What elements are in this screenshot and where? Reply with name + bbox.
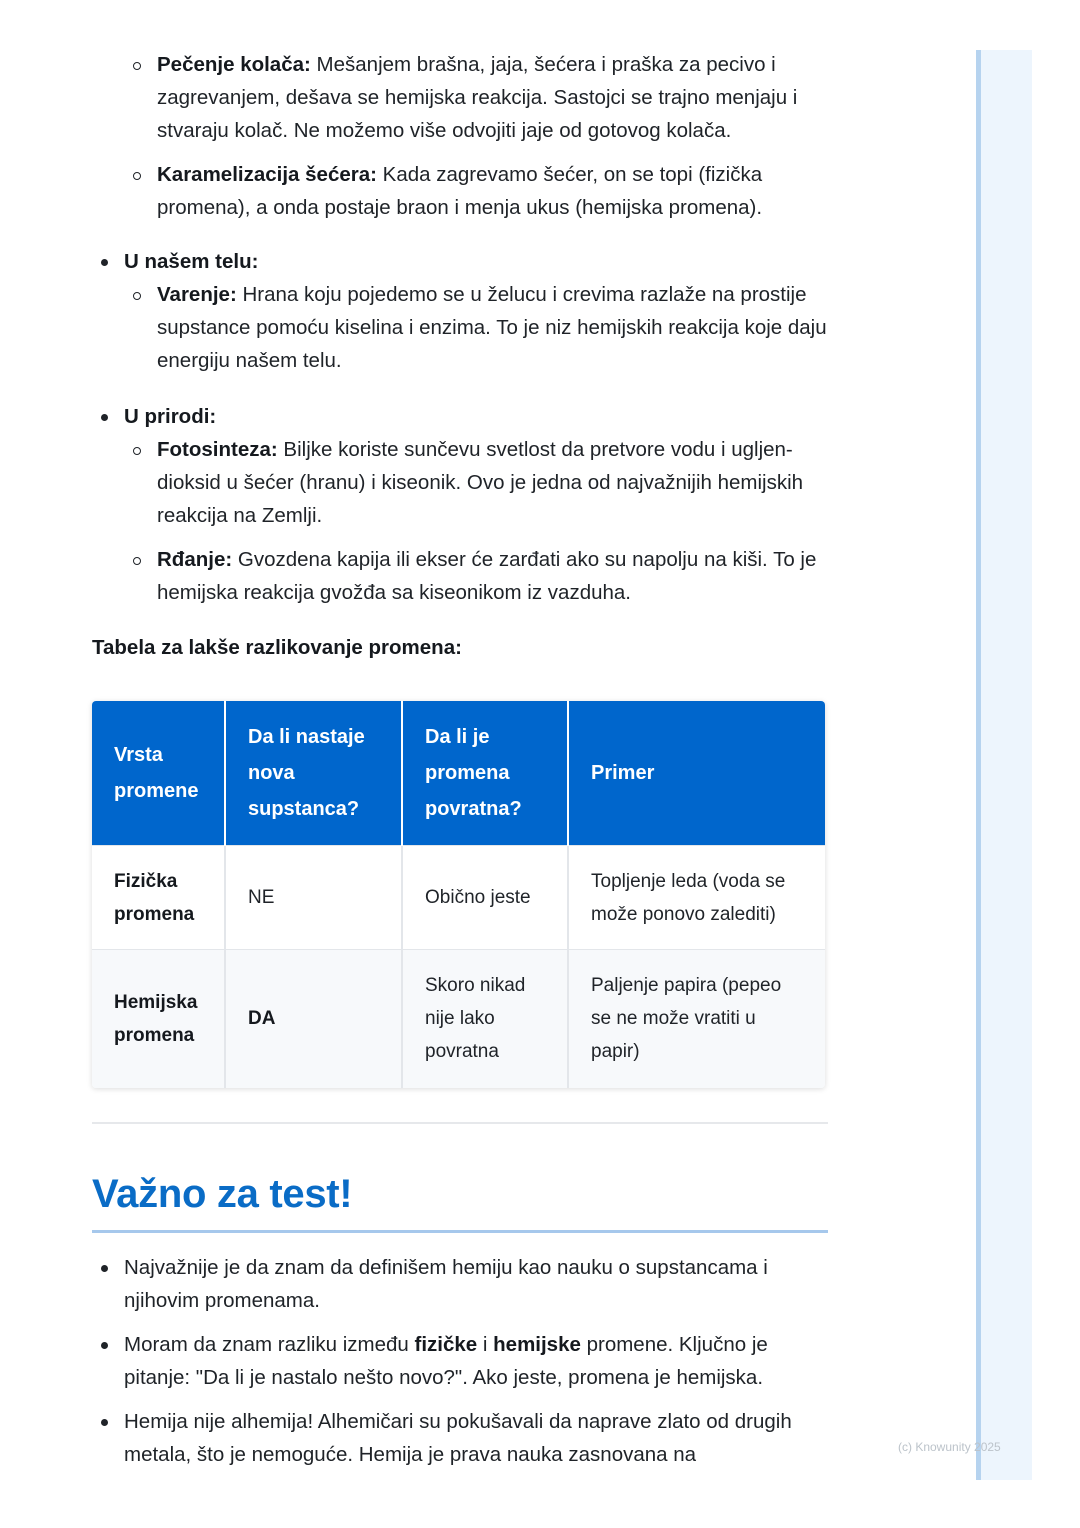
column-header: Primer — [568, 701, 825, 846]
document-content — [92, 48, 828, 1482]
list-item: Najvažnije je da znam da definišem hemiju kao nauku o supstancama i njihovim promenama. — [92, 1251, 828, 1317]
column-header: Da li nastaje nova supstanca? — [225, 701, 402, 846]
list-item — [92, 1328, 828, 1394]
table-row — [92, 950, 825, 1088]
section-divider — [92, 1122, 828, 1124]
item-text: promene. Ključno je pitanje: "Da li je nastalo nešto novo?". Ako jeste, promena je hemijska. — [124, 1332, 768, 1389]
item-term: Rđanje: — [157, 548, 233, 571]
table-cell: Obično jeste — [402, 846, 568, 950]
list-item — [92, 400, 828, 609]
list-item: Hemija nije alhemija! Alhemičari su pokušavali da naprave zlato od drugih metala, što je nemoguće. Hemija je prava nauka zasnovana na — [92, 1405, 828, 1471]
comparison-table — [92, 701, 825, 1088]
emphasis-text: hemijske — [493, 1332, 581, 1356]
emphasis-text: fizičke — [414, 1332, 478, 1356]
nature-examples-list — [92, 433, 828, 609]
test-points-list — [92, 1251, 828, 1471]
body-section — [92, 245, 828, 377]
table-header-row — [92, 701, 825, 846]
watermark: (c) Knowunity 2025 — [898, 1440, 1001, 1454]
item-text: Hrana koju pojedemo se u želucu i crevima razlaže na prostije supstance pomoću kiselina i enzima. To je niz hemijskih reakcija koje daju energiju našem telu. — [157, 283, 827, 372]
column-header: Vrsta promene — [92, 701, 225, 846]
kitchen-examples-list — [92, 48, 828, 224]
list-item — [92, 48, 828, 147]
item-term: Fotosinteza: — [157, 438, 278, 461]
nature-section — [92, 400, 828, 609]
item-text: Gvozdena kapija ili ekser će zarđati ako su napolju na kiši. To je hemijska reakcija gvožđa sa kiseonikom iz vazduha. — [157, 548, 817, 604]
table-cell: NE — [225, 846, 402, 950]
item-term: Varenje: — [157, 283, 237, 306]
table-cell: Skoro nikad nije lako povratna — [402, 950, 568, 1088]
table-title: Tabela za lakše razlikovanje promena: — [92, 636, 462, 659]
list-item — [92, 543, 828, 609]
table-cell: Hemijska promena — [92, 950, 225, 1088]
item-text: i — [477, 1332, 494, 1356]
list-item — [92, 158, 828, 224]
column-header: Da li je promena povratna? — [402, 701, 568, 846]
list-item — [92, 278, 828, 377]
title-underline — [92, 1230, 828, 1233]
side-panel — [976, 50, 1032, 1480]
item-term: Karamelizacija šećera: — [157, 163, 377, 186]
item-text: Mešanjem brašna, jaja, šećera i praška za pecivo i zagrevanjem, dešava se hemijska reakcija. Sastojci se trajno menjaju i stvaraju kolač. Ne možemo više odvojiti jaje od gotovog kolača. — [157, 53, 798, 142]
section-heading: U prirodi: — [124, 405, 217, 428]
section-title: Važno za test! — [92, 1171, 353, 1216]
table-cell: Paljenje papira (pepeo se ne može vratiti u papir) — [568, 950, 825, 1088]
item-text: Kada zagrevamo šećer, on se topi (fizička promena), a onda postaje braon i menja ukus (hemijska promena). — [157, 163, 763, 219]
table-cell: DA — [225, 950, 402, 1088]
section-heading: U našem telu: — [124, 250, 259, 273]
table-row — [92, 846, 825, 950]
table-cell: Topljenje leda (voda se može ponovo zalediti) — [568, 846, 825, 950]
item-term: Pečenje kolača: — [157, 53, 311, 76]
list-item — [92, 245, 828, 377]
table-cell: Fizička promena — [92, 846, 225, 950]
item-text: Moram da znam razliku između — [124, 1332, 415, 1356]
list-item — [92, 433, 828, 532]
body-examples-list — [92, 278, 828, 377]
item-text: Biljke koriste sunčevu svetlost da pretvore vodu i ugljen-dioksid u šećer (hranu) i kiseonik. Ovo je jedna od najvažnijih hemijskih reakcija na Zemlji. — [157, 438, 804, 527]
